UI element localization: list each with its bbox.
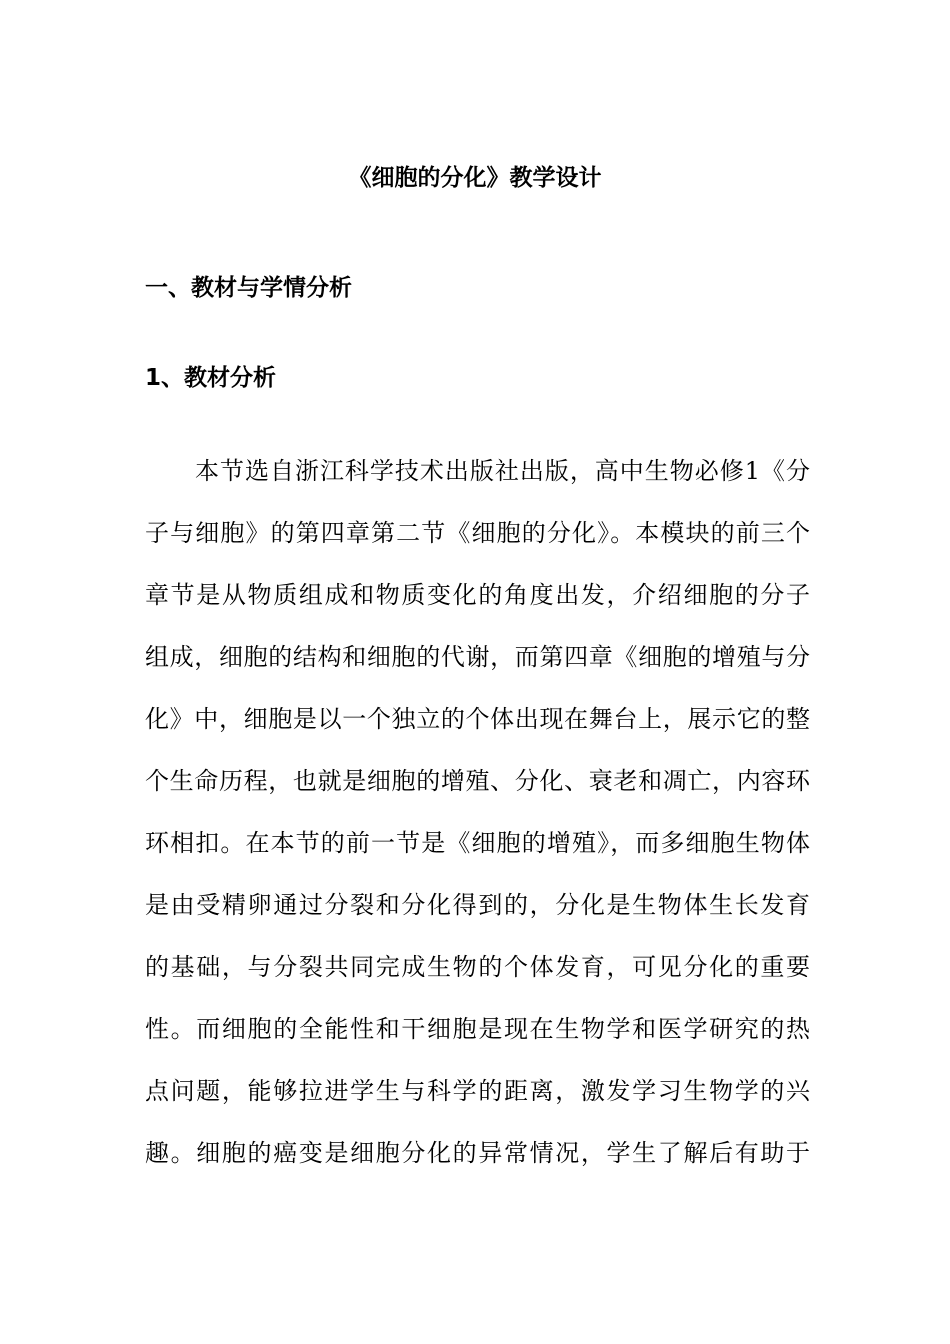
paragraph-line: 点问题，能够拉进学生与科学的距离，激发学习生物学的兴 <box>145 1077 810 1105</box>
subsection-heading: 1、教材分析 <box>145 365 277 391</box>
paragraph-line: 本节选自浙江科学技术出版社出版，高中生物必修1《分 <box>195 457 810 485</box>
document-title: 《细胞的分化》教学设计 <box>348 165 602 191</box>
paragraph-line: 性。而细胞的全能性和干细胞是现在生物学和医学研究的热 <box>145 1015 810 1043</box>
paragraph-line: 是由受精卵通过分裂和分化得到的，分化是生物体生长发育 <box>145 891 810 919</box>
paragraph-line: 化》中，细胞是以一个独立的个体出现在舞台上，展示它的整 <box>145 705 810 733</box>
paragraph-line: 趣。细胞的癌变是细胞分化的异常情况，学生了解后有助于 <box>145 1139 810 1167</box>
section-heading: 一、教材与学情分析 <box>145 275 352 301</box>
paragraph-line: 章节是从物质组成和物质变化的角度出发，介绍细胞的分子 <box>145 581 810 609</box>
paragraph-line: 环相扣。在本节的前一节是《细胞的增殖》，而多细胞生物体 <box>145 829 810 857</box>
paragraph-line: 个生命历程，也就是细胞的增殖、分化、衰老和凋亡，内容环 <box>145 767 810 795</box>
paragraph-line: 子与细胞》的第四章第二节《细胞的分化》。本模块的前三个 <box>145 519 810 547</box>
paragraph-line: 组成，细胞的结构和细胞的代谢，而第四章《细胞的增殖与分 <box>145 643 810 671</box>
paragraph-line: 的基础，与分裂共同完成生物的个体发育，可见分化的重要 <box>145 953 810 981</box>
body-paragraph <box>145 452 810 1196</box>
